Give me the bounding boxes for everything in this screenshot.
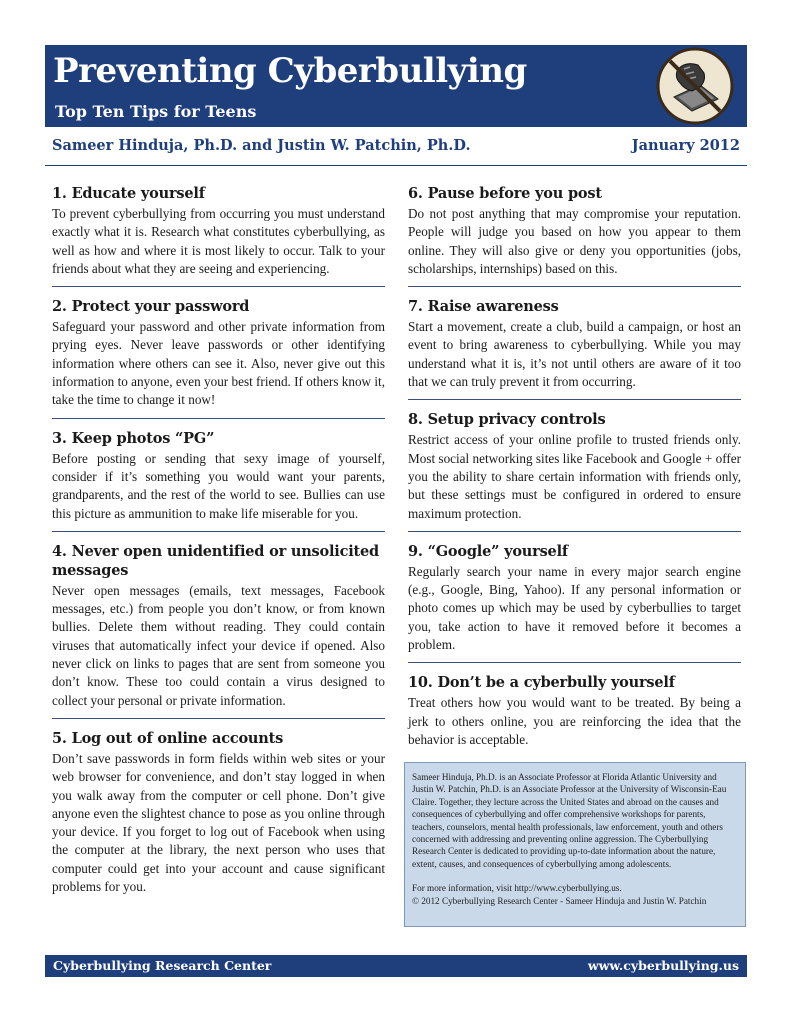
header-banner xyxy=(45,45,747,127)
tip-4 xyxy=(52,542,385,719)
tip-body: To prevent cyberbullying from occurring you must understand exactly what it is. Research what constitutes cyberbullying, as well as how and where it is most likely to occur. Talk to your friends about what they are seeing and experiencing. xyxy=(52,206,385,276)
tip-title: 2. Protect your password xyxy=(52,298,250,316)
tip-body: Don’t save passwords in form fields within web sites or your web browser for convenience, and don’t stay logged in when you walk away from the computer or cell phone. Don’t give anyone even the slightest chance to pose as you online through your device. If you forget to log out of Facebook when using the computer at the library, the next person who uses that computer could get into your account and cause significant problems for you. xyxy=(52,750,385,895)
authors-byline: Sameer Hinduja, Ph.D. and Justin W. Patchin, Ph.D. xyxy=(52,137,471,154)
tip-body: Regularly search your name in every major search engine (e.g., Google, Bing, Yahoo). If any personal information or photo comes up which may be used by cyberbullies to target you, take action to have it removed before it becomes a problem. xyxy=(408,563,741,653)
page-subtitle: Top Ten Tips for Teens xyxy=(55,102,257,121)
tip-body: Restrict access of your online profile to trusted friends only. Most social networking sites like Facebook and Google + offer you the ability to share certain information with friends only, but these settings must be configured in ordered to ensure maximum protection. xyxy=(408,432,741,521)
tip-5 xyxy=(52,729,385,904)
tip-title: 5. Log out of online accounts xyxy=(52,729,284,747)
tip-9 xyxy=(408,542,741,663)
tip-title: 1. Educate yourself xyxy=(52,185,205,202)
tip-title: 8. Setup privacy controls xyxy=(408,411,606,429)
tip-title: 9. “Google” yourself xyxy=(408,542,568,560)
no-cyberbullying-hand-icon xyxy=(656,47,734,125)
tip-10 xyxy=(408,673,741,757)
header-divider xyxy=(45,165,747,166)
left-column xyxy=(52,184,385,914)
author-bio: Sameer Hinduja, Ph.D. is an Associate Professor at Florida Atlantic University and Justin W. Patchin, Ph.D. is an Associate Professor at the University of Wisconsin-Eau Claire. Together, they lecture across the United States and abroad on the causes and consequences of cyberbullying and offer comprehensive workshops for parents, teachers, counselors, mental health professionals, law enforcement, youth and others concerned with addressing and preventing online aggression. The Cyberbullying Research Center is dedicated to providing up-to-date information about the nature, extent, causes, and consequences of cyberbullying among adolescents. xyxy=(412,772,727,869)
more-info-text: For more information, visit http://www.cyberbullying.us. xyxy=(412,883,622,894)
tip-1 xyxy=(52,184,385,287)
tip-title: 10. Don’t be a cyberbully yourself xyxy=(408,674,675,692)
tip-3 xyxy=(52,429,385,532)
tip-8 xyxy=(408,410,741,531)
footer-org-name: Cyberbullying Research Center xyxy=(53,958,272,973)
tip-body: Never open messages (emails, text messages, Facebook messages, etc.) from people you don’t know, or from known bullies. Delete them without reading. They could contain viruses that automatically infect your device if opened. Also never click on links to pages that are sent from someone you don’t know. These too could contain a virus designed to collect your personal or private information. xyxy=(52,582,385,708)
tip-title: 3. Keep photos “PG” xyxy=(52,429,215,447)
publication-date: January 2012 xyxy=(631,137,740,154)
tip-title: 6. Pause before you post xyxy=(408,185,602,202)
right-column xyxy=(408,184,741,767)
page-title: Preventing Cyberbullying xyxy=(53,51,527,91)
footer-bar xyxy=(45,955,747,977)
tip-title: 4. Never open unidentified or unsolicited messages xyxy=(52,542,379,579)
tip-body: Safeguard your password and other private information from prying eyes. Never leave passwords or other identifying information where others can see it. Also, never give out this information to anyone, even your best friend. If others know it, take the time to change it now! xyxy=(52,319,385,408)
tip-body: Before posting or sending that sexy image of yourself, consider if it’s something you would want your parents, grandparents, and the rest of the world to see. Bullies can use this picture as ammunition to make life miserable for you. xyxy=(52,450,385,521)
tip-2 xyxy=(52,297,385,418)
tip-7 xyxy=(408,297,741,400)
tip-body: Treat others how you would want to be treated. By being a jerk to others online, you are reinforcing the idea that the behavior is acceptable. xyxy=(408,695,741,747)
tip-6 xyxy=(408,184,741,287)
copyright-text: © 2012 Cyberbullying Research Center - Sameer Hinduja and Justin W. Patchin xyxy=(412,895,707,906)
footer-website-link[interactable]: www.cyberbullying.us xyxy=(587,958,739,973)
tip-body: Start a movement, create a club, build a campaign, or host an event to bring awareness to cyberbullying. While you may understand what it is, it’s not until others are aware of it too that we can truly prevent it from occurring. xyxy=(408,319,741,390)
tip-title: 7. Raise awareness xyxy=(408,298,559,316)
author-info-box xyxy=(404,762,746,927)
tip-body: Do not post anything that may compromise your reputation. People will judge you based on how you appear to them online. They will also give or deny you opportunities (jobs, scholarships, internships) based on this. xyxy=(408,206,741,276)
